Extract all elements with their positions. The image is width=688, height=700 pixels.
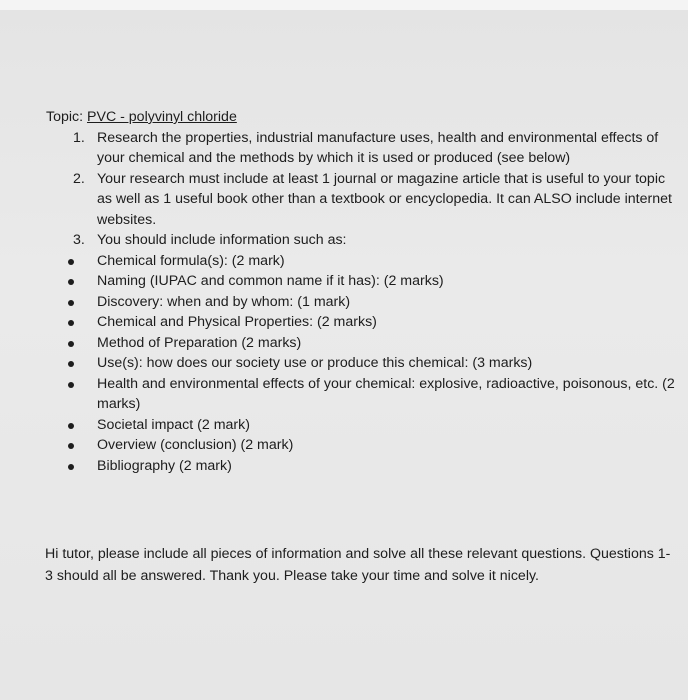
bullet-text: Method of Preparation (2 marks) bbox=[97, 334, 302, 351]
bullet-text: Health and environmental effects of your chemical: explosive, radioactive, poisonous, etc. (2 marks) bbox=[97, 375, 675, 412]
bullet-icon bbox=[68, 443, 74, 449]
bullet-item bbox=[46, 312, 676, 333]
numbered-item bbox=[46, 128, 676, 169]
bullet-text: Use(s): how does our society use or produce this chemical: (3 marks) bbox=[97, 355, 533, 371]
bullet-item bbox=[46, 271, 676, 292]
bullet-icon bbox=[68, 382, 74, 388]
bullet-text: Overview (conclusion) (2 mark) bbox=[97, 437, 294, 453]
bullet-text: Bibliography (2 mark) bbox=[97, 457, 232, 474]
item-text: You should include information such as: bbox=[97, 232, 347, 248]
item-text: Research the properties, industrial manufacture uses, health and environmental effects of your chemical and the methods by which it is used or produced (see below) bbox=[97, 129, 659, 166]
bullet-text: Discovery: when and by whom: (1 mark) bbox=[97, 293, 351, 310]
bullet-icon bbox=[68, 341, 74, 347]
bullet-icon bbox=[68, 259, 74, 265]
numbered-item bbox=[46, 230, 676, 251]
numbered-item bbox=[46, 169, 676, 231]
item-text: Your research must include at least 1 journal or magazine article that is useful to your topic as well as 1 useful book other than a textbook or encyclopedia. It can ALSO include internet websites. bbox=[97, 170, 672, 228]
bullet-icon bbox=[68, 423, 74, 429]
item-number: 2. bbox=[73, 170, 85, 187]
bullet-icon bbox=[68, 320, 74, 326]
bullet-item bbox=[46, 435, 676, 456]
top-edge bbox=[0, 0, 688, 10]
bullet-text: Chemical and Physical Properties: (2 marks) bbox=[97, 314, 377, 330]
bullet-text: Naming (IUPAC and common name if it has): (2 marks) bbox=[97, 273, 444, 289]
bullet-item bbox=[46, 333, 676, 354]
bullet-item bbox=[46, 251, 676, 272]
bullet-item bbox=[46, 415, 676, 436]
bullet-item bbox=[46, 353, 676, 374]
topic-label: Topic: bbox=[46, 109, 84, 125]
bullet-icon bbox=[68, 300, 74, 306]
bullet-item bbox=[46, 292, 676, 313]
assignment-document bbox=[46, 107, 676, 476]
bullet-icon bbox=[68, 464, 74, 470]
bullet-text: Chemical formula(s): (2 mark) bbox=[97, 252, 285, 269]
bullet-list bbox=[46, 251, 676, 477]
bullet-icon bbox=[68, 279, 74, 285]
topic-line bbox=[46, 107, 676, 128]
tutor-note: Hi tutor, please include all pieces of information and solve all these relevant questions. Questions 1-3 should all be answered. Thank you. Please take your time and solve it nicely. bbox=[45, 546, 671, 584]
numbered-list bbox=[46, 128, 676, 251]
topic-value: PVC - polyvinyl chloride bbox=[87, 109, 237, 125]
item-number: 1. bbox=[73, 129, 85, 146]
item-number: 3. bbox=[73, 232, 85, 248]
bullet-item bbox=[46, 374, 676, 415]
bullet-item bbox=[46, 456, 676, 477]
bullet-text: Societal impact (2 mark) bbox=[97, 416, 250, 433]
bullet-icon bbox=[68, 361, 74, 367]
